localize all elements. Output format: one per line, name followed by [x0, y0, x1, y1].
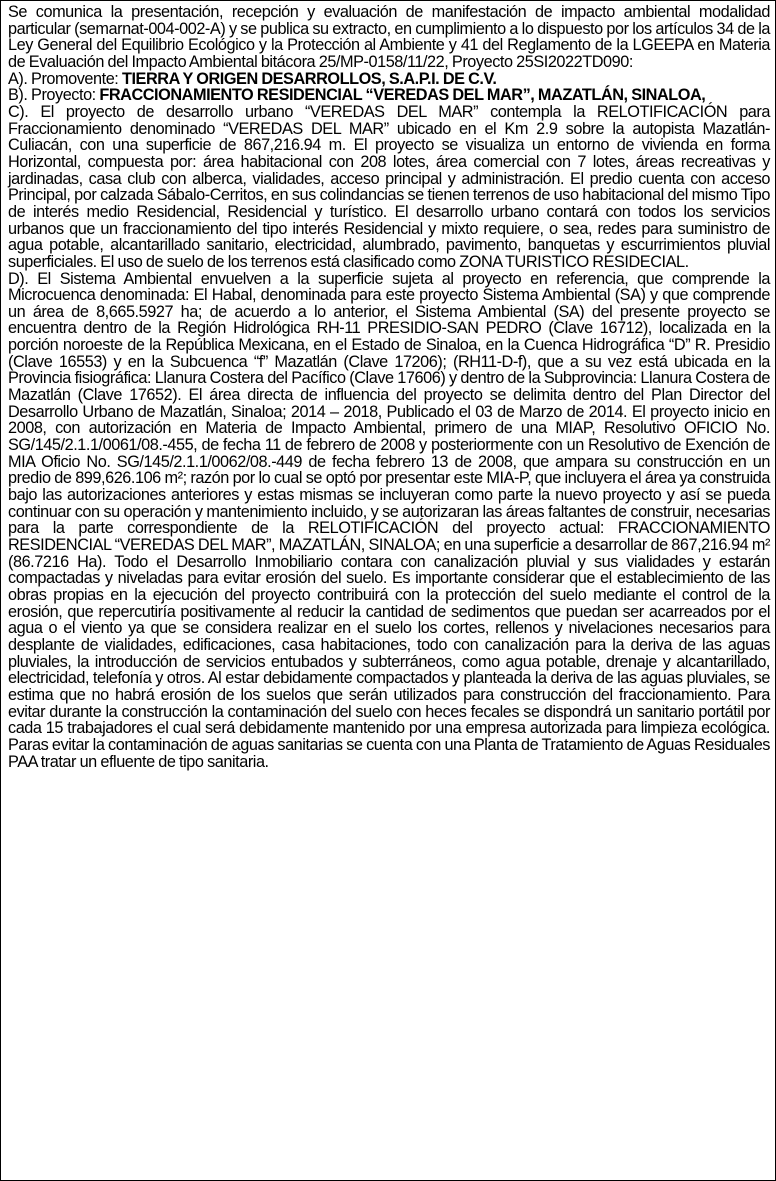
- proyecto-value: FRACCIONAMIENTO RESIDENCIAL “VEREDAS DEL MAR”, MAZATLÁN, SINALOA,: [99, 86, 706, 105]
- proyecto-line: [8, 87, 770, 104]
- proyecto-label: B). Proyecto:: [8, 86, 100, 105]
- intro-paragraph: Se comunica la presentación, recepción y evaluación de manifestación de impacto ambiental modalidad particular (semarnat-004-002-A) y se publica su extracto, en cumplimiento a lo dispuesto por los artículos 34 de la Ley General del Equilibrio Ecológico y la Protección al Ambiente y 41 del Reglamento de la LGEEPA en Materia de Evaluación del Impacto Ambiental bitácora 25/MP-0158/11/22, Proyecto 25SI2022TD090:: [8, 3, 770, 71]
- promovente-label: A). Promovente:: [8, 69, 122, 88]
- promovente-line: [8, 71, 770, 88]
- promovente-value: TIERRA Y ORIGEN DESARROLLOS, S.A.P.I. DE C.V.: [121, 69, 497, 88]
- section-c-paragraph: C). El proyecto de desarrollo urbano “VEREDAS DEL MAR” contempla la RELOTIFICACIÓN para Fraccionamiento denominado “VEREDAS DEL MAR” ubicado en el Km 2.9 sobre la autopista Mazatlán-Culiacán, con una superficie de 867,216.94 m. El proyecto se visualiza un entorno de vivienda en forma Horizontal, compuesta por: área habitacional con 208 lotes, área comercial con 7 lotes, áreas recreativas y jardinadas, casa club con alberca, vialidades, acceso principal y administración. El predio cuenta con acceso Principal, por calzada Sábalo-Cerritos, en sus colindancias se tienen terrenos de uso habitacional del mismo Tipo de interés medio Residencial, Residencial y turístico. El desarrollo urbano contará con todos los servicios urbanos que un fraccionamiento del tipo interés Residencial y mixto requiere, o sea, redes para suministro de agua potable, alcantarillado sanitario, electricidad, alumbrado, pavimento, banquetas y escurrimientos pluvial superficiales. El uso de suelo de los terrenos está clasificado como ZONA TURISTICO RESIDECIAL.: [8, 102, 770, 271]
- section-d-paragraph: D). El Sistema Ambiental envuelven a la superficie sujeta al proyecto en referencia, que comprende la Microcuenca denominada: El Habal, denominada para este proyecto Sistema Ambiental (SA) y que comprende un área de 8,665.5927 ha; de acuerdo a lo anterior, el Sistema Ambiental (SA) del presente proyecto se encuentra dentro de la Región Hidrológica RH-11 PRESIDIO-SAN PEDRO (Clave 16712), localizada en la porción noroeste de la República Mexicana, en el Estado de Sinaloa, en la Cuenca Hidrográfica “D” R. Presidio (Clave 16553) y en la Subcuenca “f” Mazatlán (Clave 17206); (RH11-D-f), que a su vez está ubicada en la Provincia fisiográfica: Llanura Costera del Pacífico (Clave 17606) y dentro de la Subprovincia: Llanura Costera de Mazatlán (Clave 17652). El área directa de influencia del proyecto se delimita dentro del Plan Director del Desarrollo Urbano de Mazatlán, Sinaloa; 2014 – 2018, Publicado el 03 de Marzo de 2014. El proyecto inicio en 2008, con autorización en Materia de Impacto Ambiental, primero de una MIAP, Resolutivo OFICIO No. SG/145/2.1.1/0061/08.-455, de fecha 11 de febrero de 2008 y posteriormente con un Resolutivo de Exención de MIA Oficio No. SG/145/2.1.1/0062/08.-449 de fecha febrero 13 de 2008, que ampara su construcción en un predio de 899,626.106 m²; razón por lo cual se optó por presentar este MIA-P, que incluyera el área ya construida bajo las autorizaciones anteriores y estas mismas se incluyeran como parte la nuevo proyecto y así se pueda continuar con su operación y mantenimiento incluido, y se autorizaran las áreas faltantes de construir, necesarias para la parte correspondiente de la RELOTIFICACIÓN del proyecto actual: FRACCIONAMIENTO RESIDENCIAL “VEREDAS DEL MAR”, MAZATLÁN, SINALOA; en una superficie a desarrollar de 867,216.94 m² (86.7216 Ha). Todo el Desarrollo Inmobiliario contara con canalización pluvial y sus vialidades y estarán compactadas y niveladas para evitar erosión del suelo. Es importante considerar que el establecimiento de las obras propias en la ejecución del proyecto contribuirá con la protección del suelo mediante el control de la erosión, que repercutiría positivamente al reducir la cantidad de sedimentos que puedan ser acarreados por el agua o el viento ya que se considera realizar en el suelo los cortes, rellenos y nivelaciones necesarios para desplante de vialidades, edificaciones, casa habitaciones, todo con canalización para la deriva de las aguas pluviales, la introducción de servicios entubados y subterráneos, como agua potable, drenaje y alcantarillado, electricidad, telefonía y otros. Al estar debidamente compactados y planteada la deriva de las aguas pluviales, se estima que no habrá erosión de los suelos que serán utilizados para construcción del fraccionamiento. Para evitar durante la construcción la contaminación del suelo con heces fecales se dispondrá un sanitario portátil por cada 15 trabajadores el cual será debidamente mantenido por una empresa autorizada para limpieza ecológica. Paras evitar la contaminación de aguas sanitarias se cuenta con una Planta de Tratamiento de Aguas Residuales PAA tratar un efluente de tipo sanitaria.: [8, 269, 770, 771]
